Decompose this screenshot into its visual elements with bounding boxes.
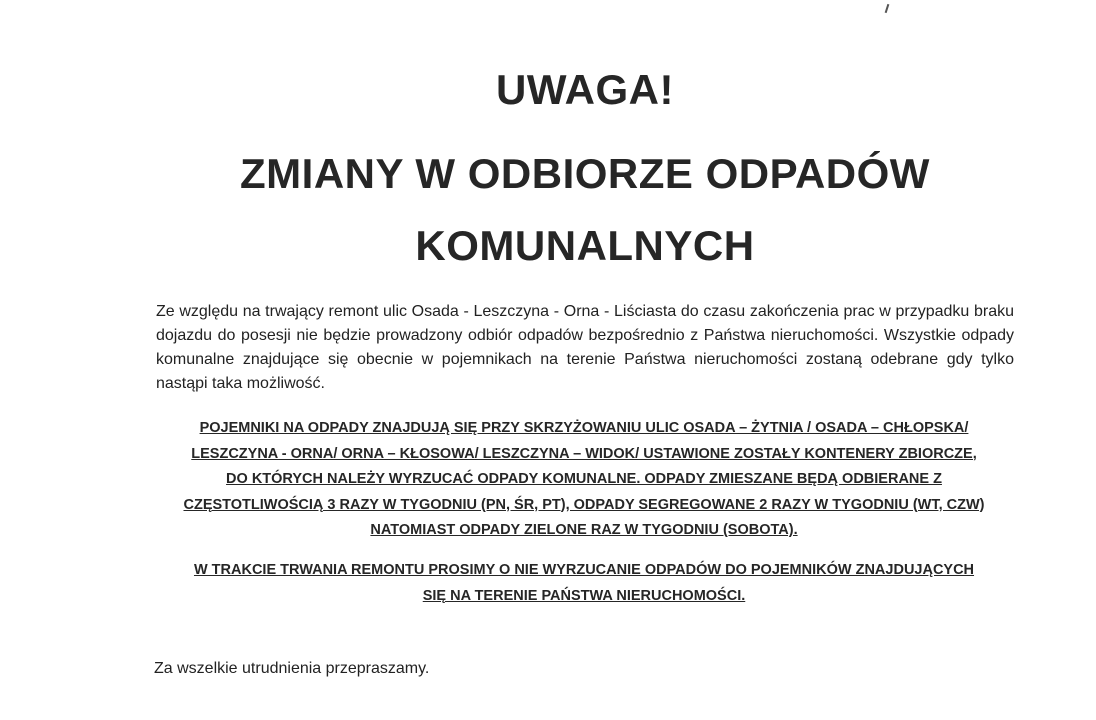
notice-line: POJEMNIKI NA ODPADY ZNAJDUJĄ SIĘ PRZY SKRZYŻOWANIU ULIC OSADA – ŻYTNIA / OSADA – CHŁOPSKA/ [199, 420, 969, 436]
notice-line: SIĘ NA TERENIE PAŃSTWA NIERUCHOMOŚCI. [422, 587, 746, 604]
intro-paragraph: Ze względu na trwający remont ulic Osada - Leszczyna - Orna - Liściasta do czasu zakończenia prac w przypadku braku dojazdu do posesji nie będzie prowadzony odbiór odpadów bezpośrednio z Państwa nieruchomości. Wszystkie odpady komunalne znajdujące się obecnie w pojemnikach na terenie Państwa nieruchomości zostaną odebrane gdy tylko nastąpi taka możliwość. [156, 303, 1014, 392]
title-line-1: ZMIANY W ODBIORZE ODPADÓW [240, 150, 930, 197]
notice-line: NATOMIAST ODPADY ZIELONE RAZ W TYGODNIU (SOBOTA). [370, 522, 798, 538]
request-notice [120, 558, 1048, 609]
notice-line: W TRAKCIE TRWANIA REMONTU PROSIMY O NIE WYRZUCANIE ODPADÓW DO POJEMNIKÓW ZNAJDUJĄCYCH [193, 562, 975, 578]
closing-apology: Za wszelkie utrudnienia przepraszamy. [154, 660, 430, 677]
containers-notice [120, 416, 1048, 544]
notice-line: LESZCZYNA - ORNA/ ORNA – KŁOSOWA/ LESZCZYNA – WIDOK/ USTAWIONE ZOSTAŁY KONTENERY ZBIORCZE, [191, 445, 977, 462]
scan-mark [885, 4, 890, 13]
notice-line: DO KTÓRYCH NALEŻY WYRZUCAĆ ODPADY KOMUNALNE. ODPADY ZMIESZANE BĘDĄ ODBIERANE Z [226, 471, 942, 487]
title-warning: UWAGA! [496, 66, 674, 113]
title-line-2: KOMUNALNYCH [415, 222, 755, 269]
notice-line: CZĘSTOTLIWOŚCIĄ 3 RAZY W TYGODNIU (PN, ŚR, PT), ODPADY SEGREGOWANE 2 RAZY W TYGODNIU (WT, CZW) [183, 496, 985, 513]
